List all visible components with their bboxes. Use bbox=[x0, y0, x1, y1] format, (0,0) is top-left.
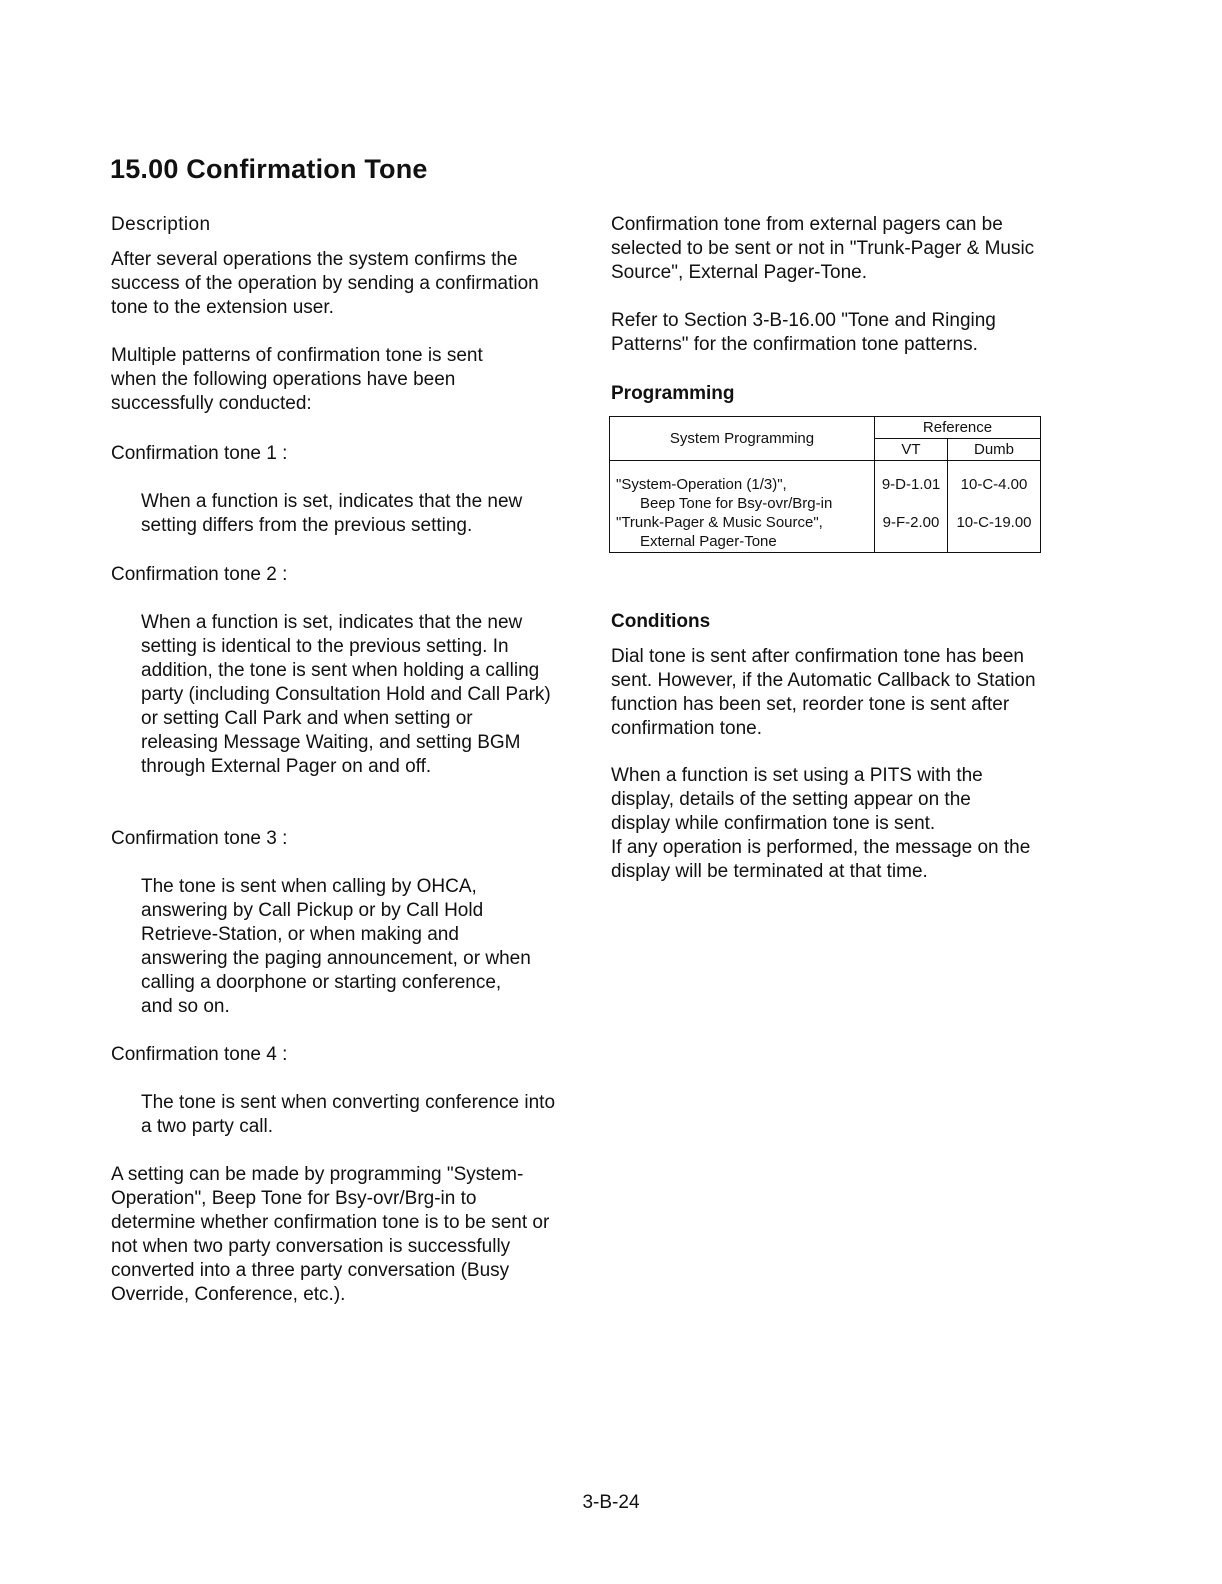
tone-2-label: Confirmation tone 2 : bbox=[111, 564, 288, 585]
page-number: 3-B-24 bbox=[582, 1492, 640, 1513]
row-2-line-2: External Pager-Tone bbox=[640, 533, 777, 550]
tone-1-label: Confirmation tone 1 : bbox=[111, 443, 288, 464]
tone-3-label: Confirmation tone 3 : bbox=[111, 828, 288, 849]
row-1-vt: 9-D-1.01 bbox=[881, 476, 941, 493]
col-dumb: Dumb bbox=[948, 439, 1041, 461]
programming-table-wrap bbox=[609, 416, 1059, 553]
setting-note: A setting can be made by programming "System-Operation", Beep Tone for Bsy-ovr/Brg-in to determine whether confirmation tone is to be sent or not when two party conversation is successfully converted into a three party conversation (Busy Override, Conference, etc.). bbox=[111, 1164, 550, 1305]
table-row bbox=[610, 461, 1041, 553]
row-1-line-2: Beep Tone for Bsy-ovr/Brg-in bbox=[640, 495, 833, 512]
description-intro: After several operations the system confirms the success of the operation by sending a confirmation tone to the extension user. bbox=[111, 249, 539, 318]
tone-4-text: The tone is sent when converting conference into a two party call. bbox=[141, 1092, 556, 1137]
conditions-para-3: If any operation is performed, the message on the display will be terminated at that time. bbox=[611, 837, 1031, 882]
conditions-heading: Conditions bbox=[611, 611, 711, 632]
tone-4-label: Confirmation tone 4 : bbox=[111, 1044, 288, 1065]
refer-text: Refer to Section 3-B-16.00 "Tone and Ringing Patterns" for the confirmation tone patterns. bbox=[611, 310, 996, 355]
external-pagers-text: Confirmation tone from external pagers can be selected to be sent or not in "Trunk-Pager & Music Source", External Pager-Tone. bbox=[611, 214, 1035, 283]
table-cell-vt bbox=[875, 461, 948, 553]
col-vt: VT bbox=[875, 439, 948, 461]
table-cell-system bbox=[610, 461, 875, 553]
row-1-line-1: "System-Operation (1/3)", bbox=[616, 476, 787, 493]
description-section bbox=[111, 213, 581, 237]
row-2-line-1: "Trunk-Pager & Music Source", bbox=[616, 514, 823, 531]
col-system-programming: System Programming bbox=[610, 417, 875, 461]
row-2-dumb: 10-C-19.00 bbox=[956, 514, 1032, 531]
tone-1-text: When a function is set, indicates that the new setting differs from the previous setting. bbox=[141, 491, 523, 536]
conditions-para-2: When a function is set using a PITS with the display, details of the setting appear on the display while confirmation tone is sent. bbox=[611, 765, 983, 834]
row-1-dumb: 10-C-4.00 bbox=[960, 476, 1028, 493]
conditions-para-1: Dial tone is sent after confirmation tone has been sent. However, if the Automatic Callback to Station function has been set, reorder tone is sent after confirmation tone. bbox=[611, 646, 1036, 739]
description-multiple: Multiple patterns of confirmation tone is sent when the following operations have been successfully conducted: bbox=[111, 345, 483, 414]
table-cell-dumb bbox=[948, 461, 1041, 553]
tone-2-text: When a function is set, indicates that the new setting is identical to the previous setting. In addition, the tone is sent when holding a calling party (including Consultation Hold and Call Park) or setting Call Park and when setting or releasing Message Waiting, and setting BGM through External Pager on and off. bbox=[141, 612, 551, 777]
tone-3-text: The tone is sent when calling by OHCA, answering by Call Pickup or by Call Hold Retrieve-Station, or when making and answering the paging announcement, or when calling a doorphone or starting conference, and so on. bbox=[141, 876, 531, 1017]
row-2-vt: 9-F-2.00 bbox=[882, 514, 940, 531]
programming-table bbox=[609, 416, 1041, 553]
page-title: 15.00 Confirmation Tone bbox=[110, 154, 428, 184]
description-heading: Description bbox=[111, 214, 211, 235]
programming-heading: Programming bbox=[611, 383, 735, 404]
col-reference: Reference bbox=[875, 417, 1041, 439]
